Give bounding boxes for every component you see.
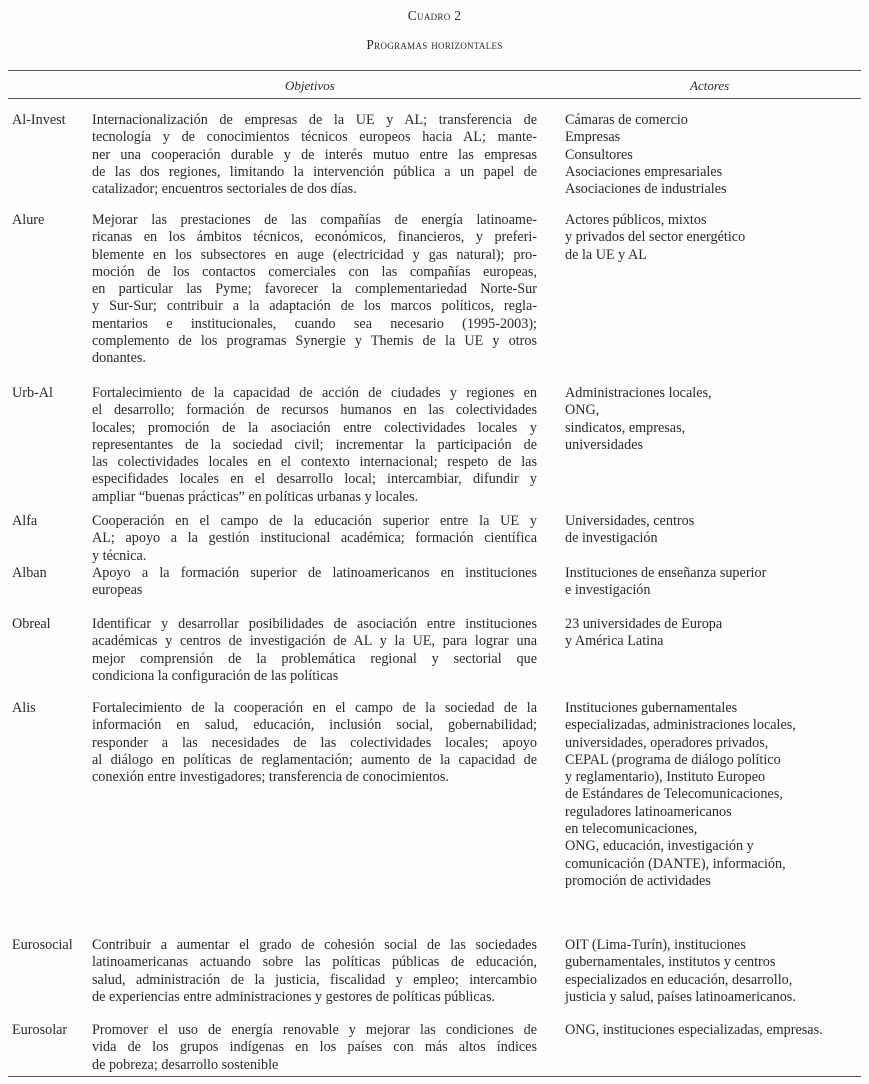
objetivos-line: Promover el uso de energía renovable y mejorar las condiciones de [92,1022,537,1038]
actores-line: reguladores latinoamericanos [565,803,732,820]
objetivos-line: latinoamericanas actuando sobre las políticas públicas de educación, [92,954,537,971]
objetivos-line: locales; promoción de la asociación entre colectividades locales y [92,419,537,436]
objetivos-line: catalizador; encuentros sectoriales de dos días. [92,181,357,198]
top-rule [8,70,861,71]
actores-cell [565,513,865,548]
objetivos-line: complemento de los programas Synergie y Themis de la UE y otros [92,333,537,350]
objetivos-line: especifidades locales en el desarrollo local; intercambiar, difundir y [92,471,537,488]
actores-line: de investigación [565,530,658,547]
header-rule [8,98,861,99]
objetivos-line: ner una cooperación durable y de interés mutuo entre las empresas [92,146,537,163]
objetivos-cell [92,112,537,198]
header-objetivos: Objetivos [285,78,335,93]
actores-line: Instituciones gubernamentales [565,700,738,716]
actores-line: en telecomunicaciones, [565,821,698,838]
actores-line: Empresas [565,129,621,146]
actores-cell [565,616,865,651]
actores-line: ONG, [565,402,600,419]
objetivos-cell [92,385,537,506]
table-number: Cuadro 2 [407,8,462,23]
objetivos-line: el desarrollo; formación de recursos humanos en las colectividades [92,402,537,419]
objetivos-line: y Sur-Sur; contribuir a la adaptación de los marcos políticos, regla- [92,298,537,315]
objetivos-line: académicas y centros de investigación de AL y la UE, para lograr una [92,633,537,650]
actores-line: comunicación (DANTE), información, [565,855,786,872]
actores-line: especializadas, administraciones locales, [565,717,796,734]
objetivos-line: de experiencias entre administraciones y gestores de políticas públicas. [92,988,496,1005]
program-name: Urb-Al [12,385,53,401]
objetivos-cell [92,212,537,368]
program-name: Eurosocial [12,937,73,953]
objetivos-line: moción de los contactos comerciales con las compañías europeas, [92,263,537,280]
actores-line: Asociaciones empresariales [565,163,723,180]
objetivos-line: AL; apoyo a la gestión institucional académica; formación científica [92,530,537,547]
table-title: Programas horizontales [366,37,503,52]
objetivos-line: Mejorar las prestaciones de las compañías de energía latinoame- [92,212,537,228]
objetivos-line: conexión entre investigadores; transferencia de conocimientos. [92,769,449,786]
actores-line: de Estándares de Telecomunicaciones, [565,786,783,803]
actores-line: Instituciones de enseñanza superior [565,565,767,581]
objetivos-line: Internacionalización de empresas de la UE y AL; transferencia de [92,112,537,128]
program-name: Alban [12,565,47,581]
actores-cell [565,112,865,198]
program-name: Eurosolar [12,1022,68,1038]
objetivos-line: ampliar “buenas prácticas” en políticas urbanas y locales. [92,488,419,505]
objetivos-line: vida de los grupos indígenas en los países con más altos índices [92,1039,537,1056]
actores-line: OIT (Lima-Turín), instituciones [565,937,746,953]
objetivos-line: mejor comprensión de la problemática regional y sectorial que [92,650,537,667]
actores-line: de la UE y AL [565,246,647,263]
objetivos-line: responder a las necesidades de las colectividades locales; apoyo [92,734,537,751]
objetivos-line: Fortalecimiento de la cooperación en el campo de la sociedad de la [92,700,537,716]
objetivos-line: salud, administración de la justicia, fiscalidad y empleo; intercambio [92,971,537,988]
objetivos-line: tecnología y de conocimientos técnicos europeos hacia AL; mante- [92,129,537,146]
objetivos-line: información en salud, educación, inclusión social, gobernabilidad; [92,717,537,734]
objetivos-line: Fortalecimiento de la capacidad de acción de ciudades y regiones en [92,385,537,401]
actores-line: y América Latina [565,633,664,650]
objetivos-line: condiciona la configuración de las políticas [92,667,339,684]
actores-line: promoción de actividades [565,872,711,889]
objetivos-cell [92,565,537,600]
objetivos-cell [92,616,537,685]
objetivos-cell [92,937,537,1006]
objetivos-line: mentarios e institucionales, cuando sea necesario (1995-2003); [92,315,537,332]
objetivos-cell [92,513,537,565]
actores-line: y reglamentario), Instituto Europeo [565,769,766,786]
actores-cell [565,937,865,1006]
objetivos-line: europeas [92,582,143,599]
actores-line: especializados en educación, desarrollo, [565,971,793,988]
objetivos-line: en particular las Pyme; favorecer la complementariedad Norte-Sur [92,281,537,298]
objetivos-cell [92,1022,537,1074]
objetivos-line: al diálogo en políticas de reglamentación; aumento de la capacidad de [92,751,537,768]
actores-line: justicia y salud, países latinoamericanos. [565,988,796,1005]
objetivos-line: blemente en los subsectores en auge (electricidad y gas natural); pro- [92,246,537,263]
actores-line: Universidades, centros [565,513,695,529]
objetivos-line: ricanas en los ámbitos técnicos, económicos, financieros, y preferi- [92,229,537,246]
program-name: Alis [12,700,36,716]
program-name: Obreal [12,616,51,632]
actores-line: Administraciones locales, [565,385,712,401]
actores-cell [565,700,865,890]
objetivos-line: Identificar y desarrollar posibilidades de asociación entre instituciones [92,616,537,632]
objetivos-cell [92,700,537,786]
objetivos-line: de pobreza; desarrollo sostenible [92,1056,279,1073]
header-actores: Actores [690,78,730,93]
objetivos-line: representantes de la sociedad civil; incrementar la participación de [92,436,537,453]
objetivos-line: de las dos regiones, limitando la intervención pública a un papel de [92,163,537,180]
program-name: Alure [12,212,45,228]
actores-cell [565,1022,865,1039]
actores-line: ONG, educación, investigación y [565,838,754,855]
objetivos-line: y técnica. [92,547,147,564]
objetivos-line: Cooperación en el campo de la educación superior entre la UE y [92,513,537,529]
actores-line: 23 universidades de Europa [565,616,723,632]
actores-line: CEPAL (programa de diálogo político [565,751,781,768]
actores-line: e investigación [565,582,651,599]
actores-line: Cámaras de comercio [565,112,688,128]
actores-cell [565,385,865,454]
objetivos-line: Apoyo a la formación superior de latinoamericanos en instituciones [92,565,537,581]
actores-line: sindicatos, empresas, [565,419,686,436]
actores-line: ONG, instituciones especializadas, empresas. [565,1022,823,1038]
program-name: Al-Invest [12,112,66,128]
actores-line: Consultores [565,146,633,163]
actores-line: y privados del sector energético [565,229,746,246]
objetivos-line: Contribuir a aumentar el grado de cohesión social de las sociedades [92,937,537,953]
objetivos-line: donantes. [92,350,146,367]
actores-line: Asociaciones de industriales [565,181,727,198]
actores-line: gubernamentales, institutos y centros [565,954,776,971]
actores-cell [565,565,865,600]
actores-line: universidades [565,436,644,453]
actores-line: Actores públicos, mixtos [565,212,707,228]
bottom-rule [8,1076,861,1077]
actores-line: universidades, operadores privados, [565,734,769,751]
actores-cell [565,212,865,264]
program-name: Alfa [12,513,38,529]
objetivos-line: las colectividades locales en el contexto internacional; respeto de las [92,454,537,471]
